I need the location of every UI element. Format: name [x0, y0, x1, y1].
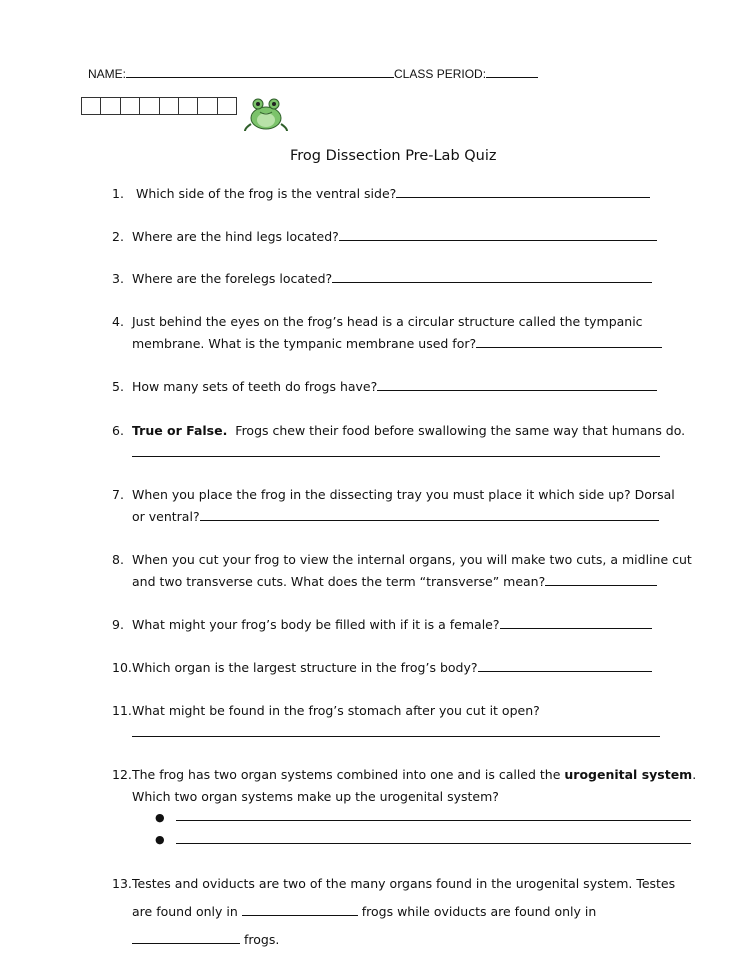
name-row	[88, 67, 538, 81]
class-period-field[interactable]	[486, 77, 538, 78]
answer-line-6[interactable]	[132, 456, 660, 457]
score-grid	[81, 97, 237, 115]
answer-line-2[interactable]	[339, 226, 657, 241]
name-label: NAME:	[88, 67, 127, 81]
answer-line-12a[interactable]	[176, 820, 691, 821]
answer-line-1[interactable]	[396, 183, 650, 198]
answer-line-4[interactable]	[476, 333, 662, 348]
answer-line-5[interactable]	[377, 376, 657, 391]
answer-line-12b[interactable]	[176, 843, 691, 844]
answer-line-8[interactable]	[545, 571, 657, 586]
page-title: Frog Dissection Pre-Lab Quiz	[290, 148, 497, 164]
answer-line-7[interactable]	[200, 506, 659, 521]
answer-line-9[interactable]	[500, 614, 652, 629]
bullet-icon: ●	[155, 833, 165, 846]
answer-line-3[interactable]	[332, 268, 652, 283]
class-period-label: CLASS PERIOD:	[394, 67, 487, 81]
answer-line-13b[interactable]	[132, 929, 240, 944]
answer-line-10[interactable]	[478, 657, 652, 672]
name-field[interactable]	[126, 77, 394, 78]
answer-line-11[interactable]	[132, 736, 660, 737]
frog-icon	[242, 94, 290, 132]
answer-line-13a[interactable]	[242, 901, 358, 916]
bullet-icon: ●	[155, 811, 165, 824]
